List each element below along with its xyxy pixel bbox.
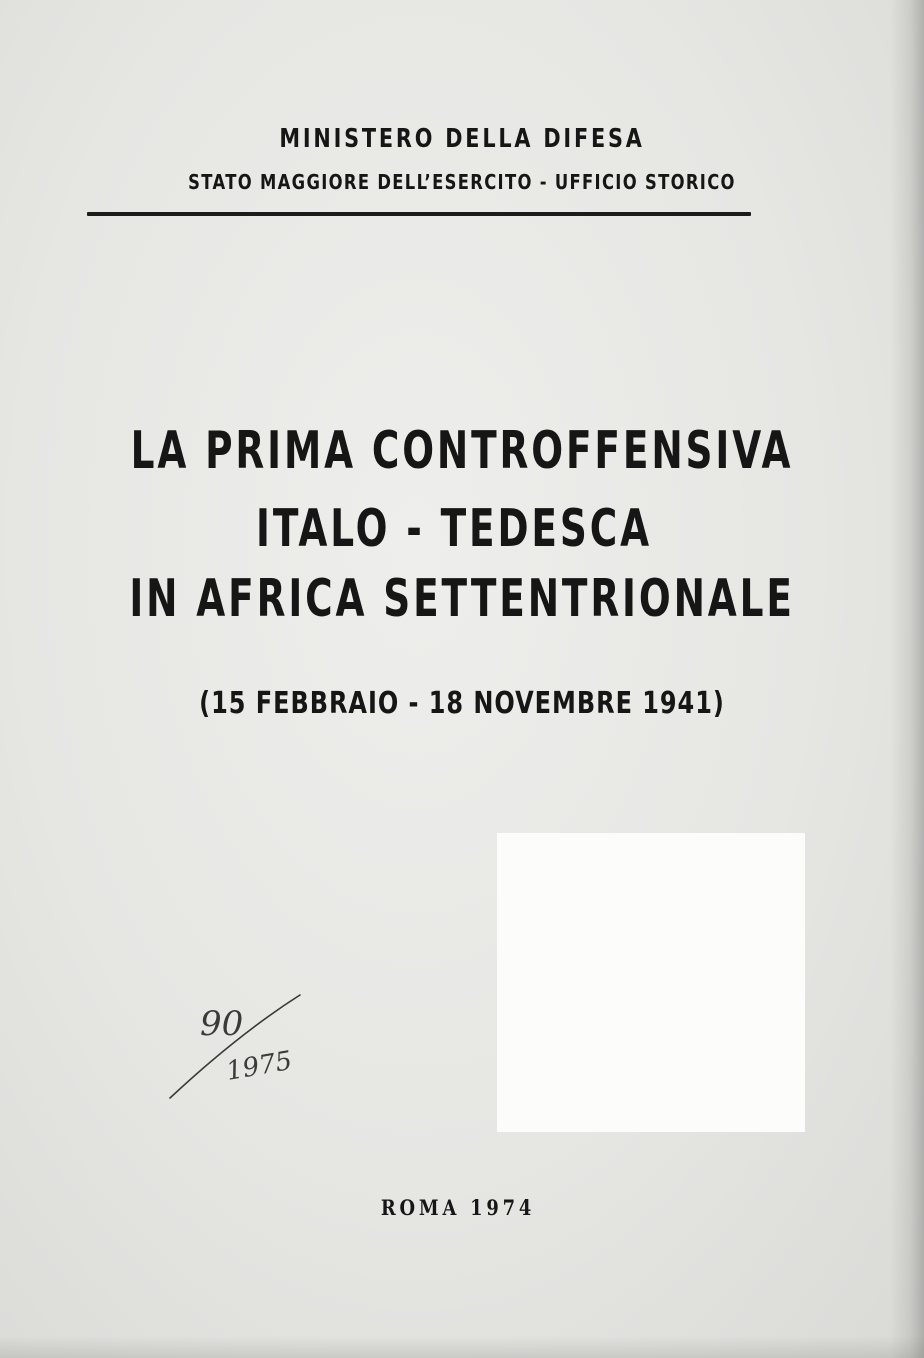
page-edge-shadow (890, 0, 924, 1358)
handwritten-year: 1975 (224, 1045, 295, 1087)
title-line-2: ITALO - TEDESCA (256, 499, 652, 559)
publication-imprint: ROMA 1974 (380, 1195, 536, 1220)
header-rule (87, 212, 751, 216)
blank-paper-patch (497, 833, 805, 1132)
title-line-1: LA PRIMA CONTROFFENSIVA (130, 421, 794, 481)
ministry-heading: MINISTERO DELLA DIFESA (279, 124, 645, 154)
handwritten-catalog-note (150, 990, 310, 1105)
handwritten-number: 90 (200, 1004, 244, 1044)
page-bottom-shadow (0, 1336, 924, 1358)
office-subheading: STATO MAGGIORE DELL’ESERCITO - UFFICIO STORICO (188, 170, 736, 194)
title-line-3: IN AFRICA SETTENTRIONALE (129, 569, 795, 629)
date-range: (15 FEBBRAIO - 18 NOVEMBRE 1941) (199, 686, 725, 721)
